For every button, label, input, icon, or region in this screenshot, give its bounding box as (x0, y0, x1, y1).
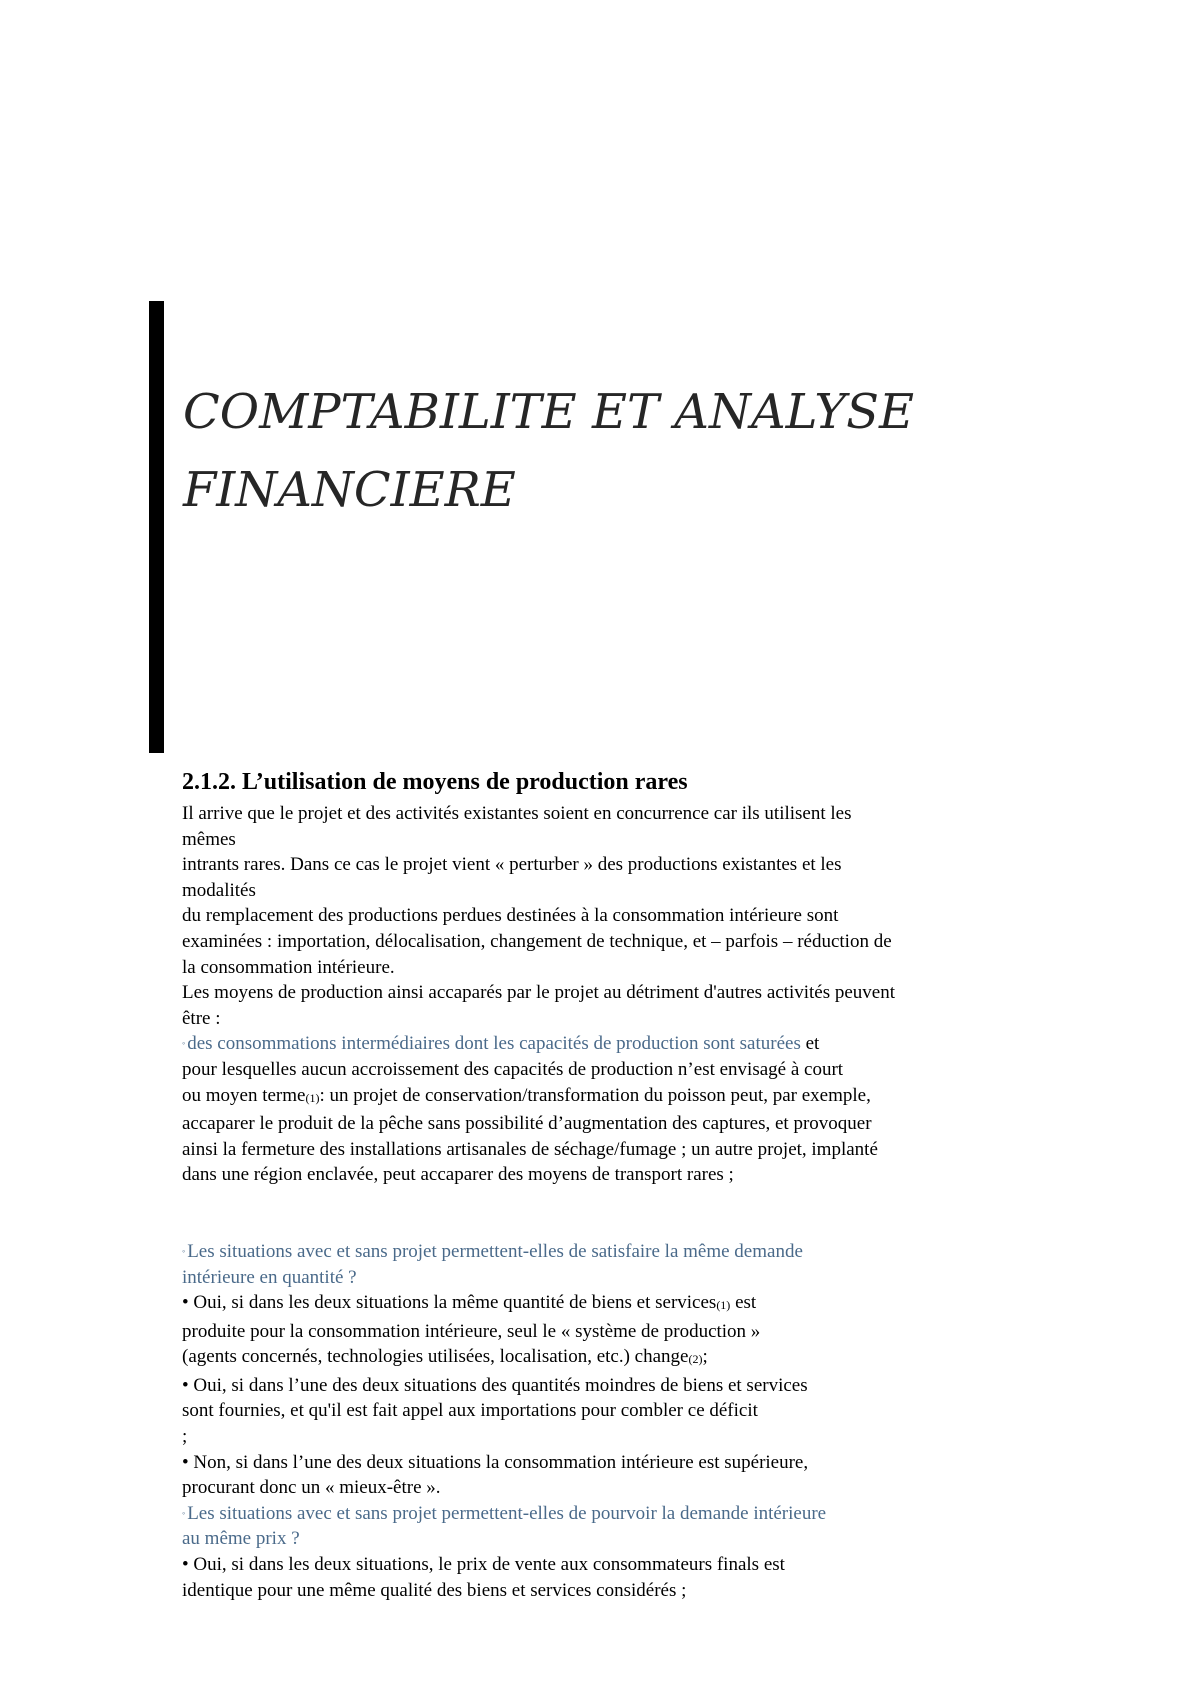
text-line (182, 1344, 1082, 1373)
question-2 (182, 1501, 1082, 1552)
text-line: du remplacement des productions perdues destinées à la consommation intérieure sont (182, 905, 839, 927)
text-line: modalités (182, 879, 256, 901)
text-fragment: et (800, 1033, 820, 1055)
text-fragment: : un projet de conservation/transformation du poisson peut, par exemple, (319, 1084, 871, 1106)
question-line: intérieure en quantité ? (182, 1266, 357, 1288)
list-marker: ◦ (182, 1245, 186, 1256)
text-fragment: ou moyen terme (182, 1084, 306, 1106)
text-line: Les moyens de production ainsi accaparés par le projet au détriment d'autres activités peuvent (182, 982, 896, 1004)
paragraph-1 (182, 801, 1082, 1031)
text-line: intrants rares. Dans ce cas le projet vient « perturber » des productions existantes et les (182, 854, 842, 876)
question-1 (182, 1239, 1082, 1290)
answers-1 (182, 1290, 1082, 1501)
cover-accent-bar (149, 301, 164, 753)
footnote-ref: (1) (716, 1298, 731, 1313)
text-fragment: ; (702, 1346, 708, 1368)
text-line (182, 1083, 1082, 1112)
text-line (182, 1290, 1082, 1319)
text-line: examinées : importation, délocalisation, changement de technique, et – parfois – réduction de (182, 930, 892, 952)
text-line: mêmes (182, 828, 236, 850)
text-line: ; (182, 1426, 188, 1448)
list-item (182, 1031, 1082, 1188)
text-line: procurant donc un « mieux-être ». (182, 1477, 441, 1499)
text-line: être : (182, 1007, 221, 1029)
answers-2 (182, 1552, 1082, 1603)
text-line: • Oui, si dans l’une des deux situations des quantités moindres de biens et services (182, 1374, 808, 1396)
question-line (182, 1501, 1082, 1527)
text-line (182, 1031, 1082, 1057)
text-fragment: • Oui, si dans les deux situations la même quantité de biens et services (182, 1292, 717, 1314)
title-line: FINANCIERE (183, 462, 516, 518)
section-heading: 2.1.2. L’utilisation de moyens de production rares (182, 769, 688, 795)
text-fragment: Les situations avec et sans projet permettent-elles de pourvoir la demande intérieure (187, 1502, 827, 1524)
footnote-ref: (2) (688, 1352, 703, 1367)
list-marker: ◦ (182, 1507, 186, 1518)
question-line: au même prix ? (182, 1528, 300, 1550)
text-fragment: (agents concernés, technologies utilisées, localisation, etc.) change (182, 1346, 689, 1368)
text-line: ainsi la fermeture des installations artisanales de séchage/fumage ; un autre projet, implanté (182, 1138, 878, 1160)
text-line: pour lesquelles aucun accroissement des capacités de production n’est envisagé à court (182, 1058, 844, 1080)
paragraph-gap (182, 1188, 1082, 1239)
text-fragment: Les situations avec et sans projet permettent-elles de satisfaire la même demande (187, 1240, 803, 1262)
document-title (183, 373, 1143, 529)
text-line: • Non, si dans l’une des deux situations la consommation intérieure est supérieure, (182, 1451, 809, 1473)
text-line: Il arrive que le projet et des activités existantes soient en concurrence car ils utilisent les (182, 803, 852, 824)
text-line: dans une région enclavée, peut accaparer des moyens de transport rares ; (182, 1164, 734, 1186)
text-line: identique pour une même qualité des biens et services considérés ; (182, 1579, 687, 1601)
text-line: sont fournies, et qu'il est fait appel aux importations pour combler ce déficit (182, 1400, 758, 1422)
footnote-ref: (1) (305, 1090, 320, 1105)
text-line: la consommation intérieure. (182, 956, 395, 978)
text-line: • Oui, si dans les deux situations, le prix de vente aux consommateurs finals est (182, 1554, 785, 1576)
text-line: produite pour la consommation intérieure, seul le « système de production » (182, 1320, 761, 1342)
list-marker: ◦ (182, 1038, 186, 1049)
title-line: COMPTABILITE ET ANALYSE (183, 384, 915, 440)
highlighted-text: des consommations intermédiaires dont les capacités de production sont saturées (187, 1033, 801, 1055)
document-body (182, 765, 1082, 1603)
text-fragment: est (730, 1292, 757, 1314)
text-line: accaparer le produit de la pêche sans possibilité d’augmentation des captures, et provoquer (182, 1113, 872, 1135)
question-line (182, 1239, 1082, 1265)
